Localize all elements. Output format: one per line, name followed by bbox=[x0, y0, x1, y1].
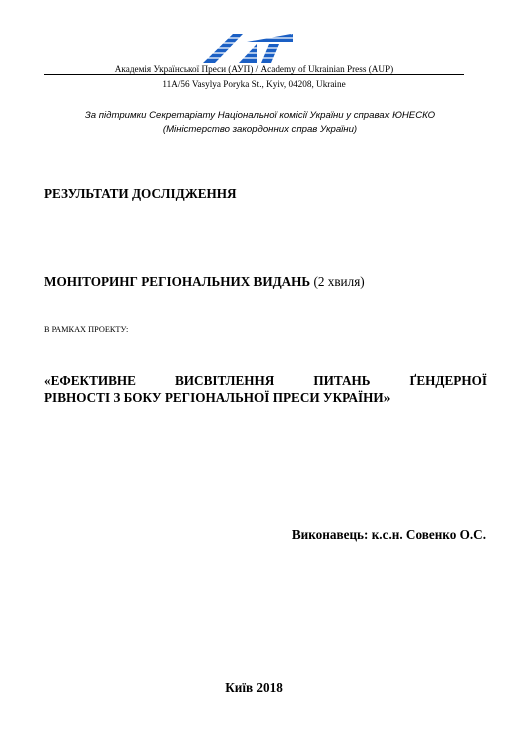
wave-label: (2 хвиля) bbox=[310, 274, 365, 289]
header-divider bbox=[44, 74, 464, 75]
monitoring-heading bbox=[44, 274, 365, 290]
support-line-2: (Міністерство закордонних справ України) bbox=[162, 124, 358, 135]
project-label: В РАМКАХ ПРОЕКТУ: bbox=[44, 325, 129, 334]
org-name: Академія Української Преси (АУП) / Academy of Ukrainian Press (AUP) bbox=[114, 64, 394, 74]
org-address: 11А/56 Vasylya Poryka St., Kyiv, 04208, Ukraine bbox=[162, 79, 346, 89]
monitoring-title: МОНІТОРИНГ РЕГІОНАЛЬНИХ ВИДАНЬ bbox=[44, 274, 311, 289]
aup-logo-icon bbox=[203, 32, 293, 64]
project-title-line-1: «ЕФЕКТИВНЕ ВИСВІТЛЕННЯ ПИТАНЬ ҐЕНДЕРНОЇ bbox=[44, 373, 487, 388]
executor: Виконавець: к.с.н. Совенко О.С. bbox=[291, 527, 486, 542]
project-title-line-2: РІВНОСТІ З БОКУ РЕГІОНАЛЬНОЇ ПРЕСИ УКРАЇНИ» bbox=[44, 390, 391, 405]
support-line-1: За підтримки Секретаріату Національної комісії України у справах ЮНЕСКО bbox=[84, 110, 436, 121]
place-year: Київ 2018 bbox=[225, 680, 283, 695]
results-heading: РЕЗУЛЬТАТИ ДОСЛІДЖЕННЯ bbox=[44, 186, 237, 201]
